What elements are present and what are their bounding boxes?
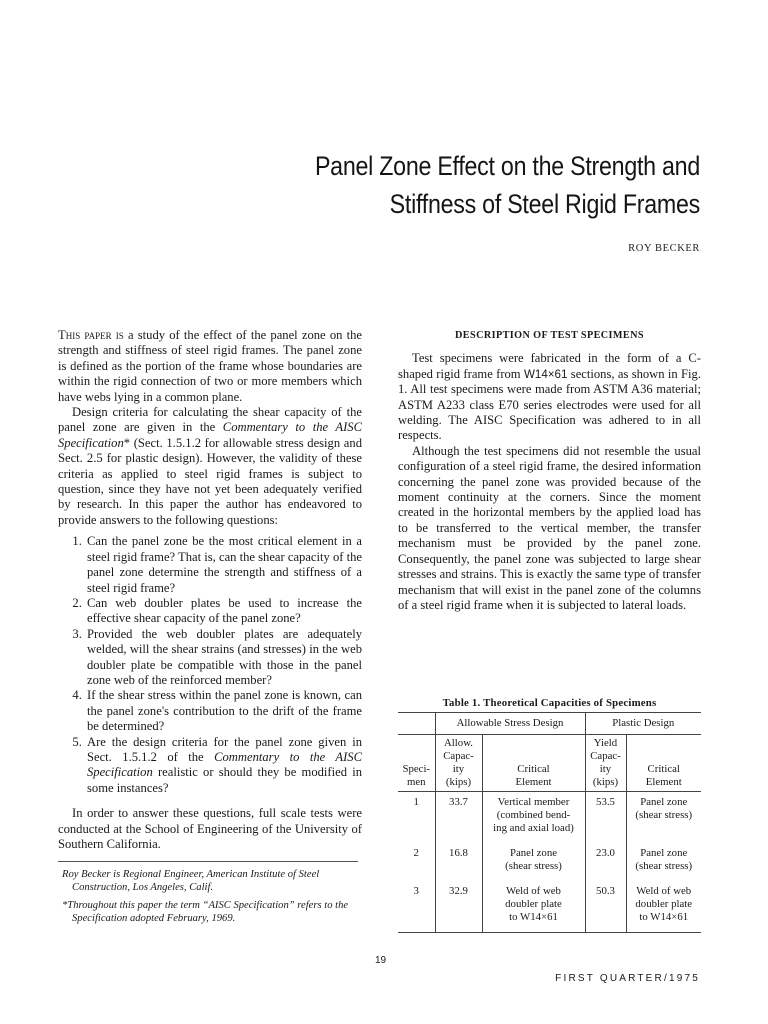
allowable-stress-header: Allowable Stress Design xyxy=(435,713,585,735)
criteria-emphasis: Commentary to the AISC Specification xyxy=(58,420,362,450)
table-row xyxy=(398,792,701,844)
plastic-critical-element-col-header: Critical Element xyxy=(626,735,701,792)
plastic-design-header: Plastic Design xyxy=(585,713,701,735)
allow-capacity-cell: 16.8 xyxy=(435,843,482,881)
question-3: 3. Provided the web doubler plates are adequately welded, will the shear strains (and stresses) in the web doubler plate be compatible with those in the panel zone web of the reinforced member? xyxy=(85,627,362,689)
specimens-paragraph xyxy=(398,351,701,443)
specimen-cell: 1 xyxy=(413,796,419,808)
critical-element-cell: Weld of web doubler plate to W14×61 xyxy=(482,881,585,933)
criteria-text-b: * (Sect. 1.5.1.2 for allowable stress design and Sect. 2.5 for plastic design). However, the validity of these criteria as applied to steel rigid frames is subject to question, since they have not yet been adequately verified by research. In this paper the author has endeavored to provide answers to the following questions: xyxy=(58,435,362,527)
specimen-col-header: Speci- men xyxy=(398,735,435,792)
criteria-text-a: Design criteria for calculating the shear capacity of the panel zone are given in the xyxy=(58,405,362,435)
question-2: 2. Can web doubler plates be used to increase the effective shear capacity of the panel zone? xyxy=(85,596,362,627)
plastic-critical-element-cell: Panel zone (shear stress) xyxy=(626,843,701,881)
question-1: 1. Can the panel zone be the most critical element in a steel rigid frame? That is, can the shear capacity of the panel zone determine the strength and stiffness of a steel rigid frame? xyxy=(85,534,362,596)
table-row xyxy=(398,843,701,881)
journal-issue: FIRST QUARTER/1975 xyxy=(555,973,700,984)
blank-corner-cell xyxy=(398,713,435,735)
title-line-2: Stiffness of Steel Rigid Frames xyxy=(389,189,700,219)
plastic-critical-element-cell: Panel zone (shear stress) xyxy=(626,792,701,844)
table-group-header xyxy=(398,713,701,735)
right-column xyxy=(398,328,701,613)
specimens-text-b: sections, as shown in Fig. 1. All test specimens were made from ASTM A36 material; ASTM A233 class E70 series electrodes were used for all welding. The AISC Specification was adhered to in all respects. xyxy=(398,366,701,443)
allow-capacity-cell: 33.7 xyxy=(435,792,482,844)
yield-capacity-col-header: Yield Capac- ity (kips) xyxy=(585,735,626,792)
capacities-table xyxy=(398,712,701,933)
intro-paragraph xyxy=(58,328,362,405)
question-list xyxy=(58,534,362,796)
question-5 xyxy=(85,735,362,797)
author-footnote: Roy Becker is Regional Engineer, American Institute of Steel Construction, Los Angeles, Calif. xyxy=(62,869,320,894)
question-5-emphasis: Commentary to the AISC Specification xyxy=(87,749,362,780)
intro-text: a study of the effect of the panel zone on the strength and stiffness of steel rigid frames. The panel zone is defined as the portion of the frame whose boundaries are within the rigid connection of two or more members which have webs lying in a common plane. xyxy=(58,328,363,404)
left-column xyxy=(58,328,362,925)
title-line-1: Panel Zone Effect on the Strength and xyxy=(314,151,700,181)
specification-footnote: *Throughout this paper the term “AISC Specification” refers to the Specification adopted February, 1969. xyxy=(62,900,349,925)
configuration-paragraph: Although the test specimens did not resemble the usual configuration of a steel rigid frame, the desired information concerning the panel zone was provided because of the moment continuity at the corners. Since the moment created in the horizontal members by the applied load has to be transferred to the vertical member, the transfer mechanism must be provided by the panel zone. Consequently, the panel zone was subjected to large shear stresses and strains. This is exactly the same type of transfer mechanism that will exist in the panel zone of the columns of a steel rigid frame when it is subjected to lateral loads. xyxy=(398,443,701,612)
allow-capacity-col-header: Allow. Capac- ity (kips) xyxy=(435,735,482,792)
question-5-text-b: realistic or should they be modified in some instances? xyxy=(87,765,362,795)
paper-title xyxy=(287,147,700,223)
critical-element-col-header: Critical Element xyxy=(482,735,585,792)
question-5-text-a: Are the design criteria for the panel zone given in Sect. 1.5.1.2 of the xyxy=(87,734,362,764)
table-column-header xyxy=(398,735,701,792)
allow-capacity-cell: 32.9 xyxy=(435,881,482,933)
page-number: 19 xyxy=(375,955,387,966)
question-4: 4. If the shear stress within the panel zone is known, can the panel zone's contribution to the drift of the frame be determined? xyxy=(85,688,362,734)
footnote-divider xyxy=(58,861,358,862)
table-row xyxy=(398,881,701,933)
specimen-cell: 3 xyxy=(398,881,435,933)
table-caption: Table 1. Theoretical Capacities of Specimens xyxy=(442,697,657,709)
specimens-text-a: Test specimens were fabricated in the form of a C-shaped rigid frame from xyxy=(398,351,701,381)
critical-element-cell: Vertical member (combined bend- ing and axial load) xyxy=(482,792,585,844)
tests-paragraph: In order to answer these questions, full scale tests were conducted at the School of Engineering of the University of Southern California. xyxy=(58,806,362,851)
yield-capacity-cell: 23.0 xyxy=(585,843,626,881)
yield-capacity-cell: 50.3 xyxy=(585,881,626,933)
intro-lead: This paper is xyxy=(58,328,124,342)
critical-element-cell: Panel zone (shear stress) xyxy=(482,843,585,881)
yield-capacity-cell: 53.5 xyxy=(585,792,626,844)
specimen-cell: 2 xyxy=(413,847,419,859)
criteria-paragraph xyxy=(58,405,362,528)
plastic-critical-element-cell: Weld of web doubler plate to W14×61 xyxy=(626,881,701,933)
author-name: ROY BECKER xyxy=(628,243,700,254)
section-heading: DESCRIPTION OF TEST SPECIMENS xyxy=(455,330,644,341)
section-shape: W14×61 xyxy=(523,367,568,381)
